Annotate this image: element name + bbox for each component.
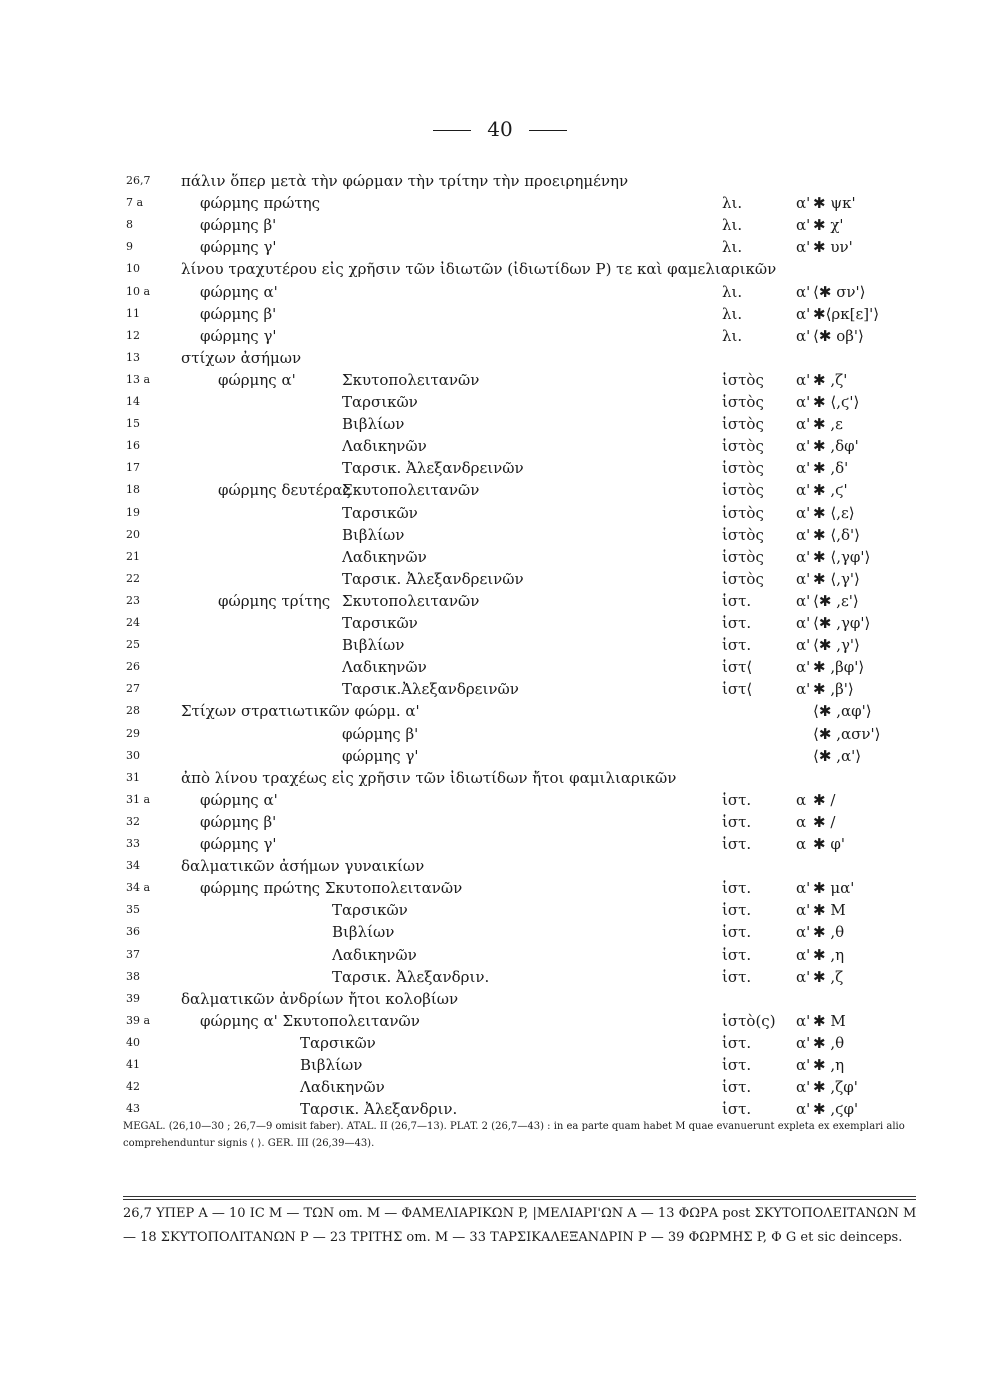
line-quantity: α' [796,1033,811,1052]
line-subtext: Σκυτοπολειτανῶν [342,591,480,610]
line-measure: ἱστὸς [722,503,764,522]
line-value: ⟨✱ ,ε'⟩ [813,591,859,610]
line-measure: ἱστ. [722,923,752,942]
line-measure: ἱστ. [722,591,752,610]
text-line [0,700,1000,722]
line-value: ⟨✱ ,α'⟩ [813,746,862,765]
line-text: φώρμης τρίτης [218,591,331,610]
line-measure: λι. [722,304,743,323]
line-subtext: Βιβλίων [332,923,395,942]
line-value: ⟨✱ ,αφ'⟩ [813,702,872,721]
text-line [0,678,1000,700]
line-measure: ἱστὸς [722,525,764,544]
line-quantity: α' [796,437,811,456]
line-value: ✱ μα' [813,879,855,898]
line-number: 34 [126,859,140,873]
line-measure: λι. [722,216,743,235]
dash-left [433,130,471,131]
text-line [0,568,1000,590]
line-quantity: α' [796,503,811,522]
line-quantity: α' [796,591,811,610]
line-subtext: Σκυτοπολειτανῶν [342,481,480,500]
line-number: 16 [126,439,140,453]
text-line [0,656,1000,678]
line-subtext: Σκυτοπολειτανῶν [342,370,480,389]
line-text: φώρμης γ' [200,326,277,345]
line-subtext: Ταρσικ.Ἀλεξανδρεινῶν [342,680,519,699]
line-quantity: α [796,812,807,831]
line-value: ✱ ,ϛφ' [813,1100,859,1119]
line-subtext: Βιβλίων [342,525,405,544]
line-value: ⟨✱ ,γ'⟩ [813,636,860,655]
line-measure: ἱστ. [722,790,752,809]
line-subtext: Βιβλίων [342,636,405,655]
text-line [0,1010,1000,1032]
line-measure: ἱστὸ(ς) [722,1011,776,1030]
line-value: ✱ ,δφ' [813,437,859,456]
text-line [0,612,1000,634]
line-quantity: α' [796,923,811,942]
line-quantity: α [796,790,807,809]
line-measure: ἱστ. [722,1100,752,1119]
text-line [0,303,1000,325]
line-quantity: α' [796,614,811,632]
line-number: 10 a [126,284,151,298]
line-measure: ἱστὸς [722,547,764,566]
line-number: 28 [126,704,140,718]
line-value: ✱ ,η [813,1056,845,1074]
line-number: 34 a [126,881,151,895]
line-number: 13 [126,350,140,364]
line-text: δαλματικῶν ἀνδρίων ἤτοι κολοβίων [181,989,459,1008]
text-line [0,457,1000,479]
line-number: 26,7 [126,174,151,187]
line-subtext: Λαδικηνῶν [342,437,427,456]
line-number: 17 [126,461,140,475]
line-quantity: α' [796,1011,811,1030]
line-text: φώρμης α' [200,282,278,301]
line-measure: ἱστ. [722,812,752,831]
line-value: ✱ / [813,812,836,831]
line-text: δαλματικῶν ἀσήμων γυναικίων [181,857,425,876]
line-subtext: Ταρσικῶν [342,393,418,411]
line-subtext: Ταρσικῶν [300,1033,376,1052]
line-quantity: α' [796,901,811,920]
line-value: ✱ ,ζφ' [813,1078,858,1097]
line-number: 8 [126,218,133,232]
line-value: ✱ ,η [813,945,845,964]
line-number: 25 [126,638,140,652]
line-measure: ἱστὸς [722,569,764,588]
line-measure: ἱστ. [722,967,752,986]
text-line [0,391,1000,413]
line-text: φώρμης α' [200,790,278,809]
line-subtext: Ταρσικῶν [342,614,418,632]
line-measure: ἱστ. [722,1078,752,1097]
line-value: ⟨✱ ,γφ'⟩ [813,614,871,632]
line-value: ✱ υν' [813,238,853,257]
line-number: 32 [126,814,140,828]
line-quantity: α' [796,282,811,301]
line-measure: ἱστ. [722,1033,752,1052]
line-measure: ἱστὸς [722,481,764,500]
line-value: ✱ ⟨,γφ'⟩ [813,547,871,566]
line-measure: ἱστ. [722,835,752,853]
line-quantity: α' [796,304,811,323]
text-line [0,369,1000,391]
line-measure: λι. [722,194,743,213]
line-subtext: Ταρσικ. Ἀλεξανδρεινῶν [342,459,524,478]
text-line [0,524,1000,546]
line-quantity: α' [796,879,811,898]
variant-readings: 26,7 ΥΠΕΡ A — 10 IC M — ΤΩΝ om. M — ΦΑΜΕΛΙΑΡΙΚΩΝ P, |ΜΕΛΙΑΡΙ'ΩΝ A — 13 ΦΩΡΑ post ΣΚΥΤΟΠΟΛΕΙΤΑΝΩΝ M — 18 ΣΚΥΤΟΠΟΛΙΤΑΝΩΝ P — 23 ΤΡΙΤΗΣ om. M — 33 ΤΑΡΣΙΚΑΛΕΞΑΝΔΡΙΝ P — 39 ΦΩΡΜΗΣ P, Φ G et sic deinceps. [123,1206,917,1245]
text-line [0,855,1000,877]
line-quantity: α' [796,481,811,500]
text-line [0,789,1000,811]
text-line [0,745,1000,767]
line-quantity: α' [796,525,811,544]
text-line [0,1076,1000,1098]
line-quantity: α' [796,658,811,677]
dash-right [529,130,567,131]
line-number: 21 [126,549,140,563]
line-value: ✱ ,ζ' [813,370,848,389]
line-quantity: α' [796,680,811,699]
text-line [0,877,1000,899]
line-value: ✱ ⟨,ϛ'⟩ [813,393,860,411]
line-subtext: Ταρσικῶν [342,503,418,522]
text-line [0,590,1000,612]
text-line [0,170,1000,192]
line-quantity: α' [796,1100,811,1119]
line-subtext: Λαδικηνῶν [342,658,427,677]
text-line [0,921,1000,943]
line-value: ⟨✱ οβ'⟩ [813,326,864,345]
line-text: φώρμης δευτέρας [218,481,351,500]
line-number: 42 [126,1080,140,1094]
line-number: 30 [126,748,140,762]
line-number: 15 [126,417,140,431]
line-text: φώρμης γ' [200,238,277,257]
line-quantity: α' [796,636,811,655]
text-line [0,347,1000,369]
line-value: ✱ ,δ' [813,459,849,478]
line-measure: λι. [722,282,743,301]
line-text: φώρμης β' [200,304,277,323]
line-value: ✱ ,θ [813,923,845,942]
apparatus-rule-bottom [123,1199,916,1200]
line-number: 36 [126,925,140,939]
line-subtext: Βιβλίων [342,415,405,434]
line-number: 13 a [126,372,151,386]
line-number: 26 [126,660,140,674]
text-line [0,325,1000,347]
line-value: ✱ Μ [813,1011,846,1030]
line-number: 24 [126,616,140,629]
line-quantity: α' [796,370,811,389]
line-subtext: Ταρσικ. Ἀλεξανδρεινῶν [342,569,524,588]
line-measure: ἱστ. [722,636,752,655]
line-quantity: α' [796,547,811,566]
line-number: 39 [126,991,140,1005]
line-number: 29 [126,726,140,740]
line-measure: ἱστ. [722,1056,752,1074]
line-text: φώρμης α' Σκυτοπολειτανῶν [200,1011,420,1030]
line-quantity: α' [796,459,811,478]
line-number: 31 a [126,792,151,806]
line-value: ✱ ,ζ [813,967,844,986]
text-line [0,435,1000,457]
line-number: 43 [126,1102,140,1116]
line-measure: ἱστ⟨ [722,658,753,677]
line-measure: ἱστὸς [722,393,764,411]
line-number: 39 a [126,1013,151,1027]
line-number: 38 [126,969,140,983]
line-value: ✱ ⟨,ε⟩ [813,503,855,522]
line-text: φώρμης β' [200,216,277,235]
line-number: 27 [126,682,140,696]
line-value: ✱ ,ε [813,415,843,434]
line-measure: ἱστὸς [722,437,764,456]
page-number [0,117,1000,141]
text-line [0,502,1000,524]
line-quantity: α' [796,194,811,213]
line-quantity: α' [796,415,811,434]
line-value: ✱⟨ρκ[ε]'⟩ [813,304,880,323]
line-quantity: α' [796,1056,811,1074]
text-line [0,833,1000,855]
line-number: 41 [126,1058,140,1071]
line-quantity: α' [796,1078,811,1097]
text-line [0,899,1000,921]
line-subtext: φώρμης γ' [342,746,419,765]
line-quantity: α' [796,967,811,986]
line-measure: ἱστ. [722,614,752,632]
line-quantity: α' [796,945,811,964]
line-text: φώρμης α' [218,370,296,389]
line-number: 20 [126,527,140,541]
line-value: ✱ Μ [813,901,846,920]
line-quantity: α [796,835,807,853]
line-measure: ἱστ. [722,879,752,898]
line-number: 40 [126,1035,140,1049]
line-measure: ἱστ⟨ [722,680,753,699]
line-quantity: α' [796,569,811,588]
line-number: 18 [126,483,140,497]
line-text: φώρμης πρώτης Σκυτοπολειτανῶν [200,879,463,898]
line-number: 9 [126,240,133,254]
line-number: 19 [126,505,140,519]
text-line [0,192,1000,214]
line-quantity: α' [796,216,811,235]
text-line [0,546,1000,568]
line-number: 35 [126,903,140,917]
line-measure: ἱστ. [722,901,752,920]
text-line [0,413,1000,435]
line-value: ✱ φ' [813,835,845,853]
line-value: ⟨✱ ,ασν'⟩ [813,724,881,743]
text-line [0,281,1000,303]
line-number: 22 [126,571,140,585]
line-subtext: Ταρσικ. Ἀλεξανδριν. [300,1100,458,1119]
line-subtext: Ταρσικ. Ἀλεξανδριν. [332,967,490,986]
line-value: ✱ ,θ [813,1033,845,1052]
line-value: ✱ ,ϛ' [813,481,848,500]
text-line [0,988,1000,1010]
line-value: ✱ ⟨,δ'⟩ [813,525,860,544]
line-text: στίχων ἀσήμων [181,348,302,367]
text-line [0,634,1000,656]
line-number: 33 [126,837,140,850]
line-subtext: φώρμης β' [342,724,419,743]
line-value: ✱ ,βφ'⟩ [813,658,865,677]
line-number: 14 [126,395,140,408]
line-measure: λι. [722,238,743,257]
line-text: πάλιν ὅπερ μετὰ τὴν φώρμαν τὴν τρίτην τὴν προειρημένην [181,172,629,190]
text-line [0,723,1000,745]
apparatus-rule-top [123,1196,916,1197]
line-value: ✱ χ' [813,216,844,235]
line-measure: ἱστ. [722,945,752,964]
line-value: ✱ ,β'⟩ [813,680,854,699]
line-value: ✱ / [813,790,836,809]
text-line [0,966,1000,988]
line-subtext: Βιβλίων [300,1056,363,1074]
text-line [0,1054,1000,1076]
line-number: 23 [126,593,140,607]
line-value: ⟨✱ σν'⟩ [813,282,866,301]
line-text: Στίχων στρατιωτικῶν φώρμ. α' [181,702,420,721]
line-measure: ἱστὸς [722,459,764,478]
text-line [0,767,1000,789]
line-quantity: α' [796,238,811,257]
line-number: 7 a [126,196,144,210]
line-number: 11 [126,306,140,320]
text-line [0,1098,1000,1120]
text-line [0,236,1000,258]
line-quantity: α' [796,393,811,411]
line-measure: λι. [722,326,743,345]
critical-apparatus: MEGAL. (26,10—30 ; 26,7—9 omisit faber). ATAL. II (26,7—13). PLAT. 2 (26,7—43) : in ea parte quam habet M quae evanuerunt expleta ex exemplari alio comprehenduntur signis ⟨ ⟩. GER. III (26,39—43). [123,1121,905,1149]
text-line [0,1032,1000,1054]
line-measure: ἱστὸς [722,415,764,434]
page-number-text: 40 [487,117,513,141]
line-text: ἀπὸ λίνου τραχέως εἰς χρῆσιν τῶν ἰδιωτίδων ἤτοι φαμιλιαρικῶν [181,768,677,787]
text-line [0,811,1000,833]
line-text: λίνου τραχυτέρου εἰς χρῆσιν τῶν ἰδιωτῶν (ἰδιωτίδων P) τε καὶ φαμελιαρικῶν [181,260,777,279]
text-line [0,214,1000,236]
line-text: φώρμης β' [200,812,277,831]
line-value: ✱ ψκ' [813,194,856,213]
line-number: 12 [126,328,140,342]
text-line [0,479,1000,501]
text-line [0,258,1000,280]
line-subtext: Λαδικηνῶν [332,945,417,964]
line-value: ✱ ⟨,γ'⟩ [813,569,860,588]
line-measure: ἱστὸς [722,370,764,389]
text-line [0,944,1000,966]
line-number: 10 [126,262,140,276]
line-number: 37 [126,947,140,961]
line-subtext: Λαδικηνῶν [342,547,427,566]
line-number: 31 [126,770,140,784]
line-text: φώρμης γ' [200,835,277,853]
line-subtext: Λαδικηνῶν [300,1078,385,1097]
line-text: φώρμης πρώτης [200,194,321,213]
line-subtext: Ταρσικῶν [332,901,408,920]
line-quantity: α' [796,326,811,345]
